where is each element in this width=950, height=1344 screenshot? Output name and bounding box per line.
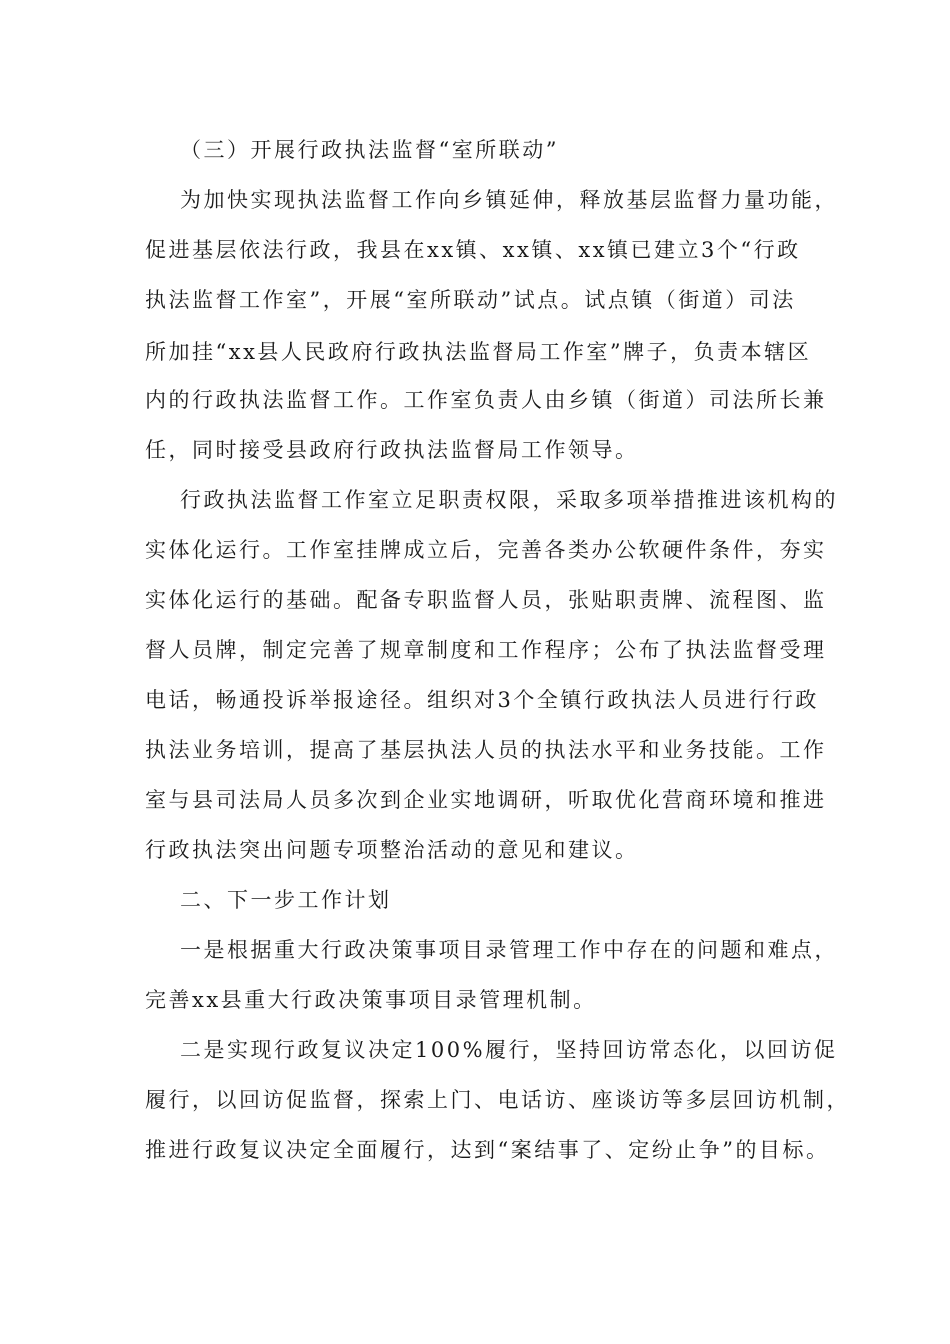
paragraph-line: 任，同时接受县政府行政执法监督局工作领导。 (145, 438, 639, 462)
paragraph-line: 电话，畅通投诉举报途径。组织对3个全镇行政执法人员进行行政 (145, 688, 819, 712)
paragraph-line: 内的行政执法监督工作。工作室负责人由乡镇（街道）司法所长兼 (145, 388, 827, 412)
paragraph-line: 行政执法突出问题专项整治活动的意见和建议。 (145, 838, 639, 862)
paragraph-line: 二是实现行政复议决定100%履行，坚持回访常态化，以回访促 (180, 1038, 838, 1062)
paragraph-line: 实体化运行的基础。配备专职监督人员，张贴职责牌、流程图、监 (145, 588, 827, 612)
paragraph-line: 实体化运行。工作室挂牌成立后，完善各类办公软硬件条件，夯实 (145, 538, 827, 562)
section-heading: （三）开展行政执法监督“室所联动” (180, 138, 559, 162)
paragraph-line: 推进行政复议决定全面履行，达到“案结事了、定纷止争”的目标。 (145, 1138, 830, 1162)
paragraph-line: 所加挂“xx县人民政府行政执法监督局工作室”牌子，负责本辖区 (145, 340, 812, 364)
plan-heading: 二、下一步工作计划 (180, 888, 392, 912)
paragraph-line: 履行，以回访促监督，探索上门、电话访、座谈访等多层回访机制， (145, 1088, 850, 1112)
paragraph-line: 行政执法监督工作室立足职责权限，采取多项举措推进该机构的 (180, 488, 838, 512)
paragraph-line: 完善xx县重大行政决策事项目录管理机制。 (145, 988, 597, 1012)
paragraph-line: 促进基层依法行政，我县在xx镇、xx镇、xx镇已建立3个“行政 (145, 238, 801, 262)
paragraph-line: 执法监督工作室”，开展“室所联动”试点。试点镇（街道）司法 (145, 288, 796, 312)
paragraph-line: 督人员牌，制定完善了规章制度和工作程序；公布了执法监督受理 (145, 638, 827, 662)
paragraph-line: 室与县司法局人员多次到企业实地调研，听取优化营商环境和推进 (145, 788, 827, 812)
paragraph-line: 为加快实现执法监督工作向乡镇延伸，释放基层监督力量功能， (180, 188, 838, 212)
paragraph-line: 执法业务培训，提高了基层执法人员的执法水平和业务技能。工作 (145, 738, 827, 762)
paragraph-line: 一是根据重大行政决策事项目录管理工作中存在的问题和难点， (180, 938, 838, 962)
